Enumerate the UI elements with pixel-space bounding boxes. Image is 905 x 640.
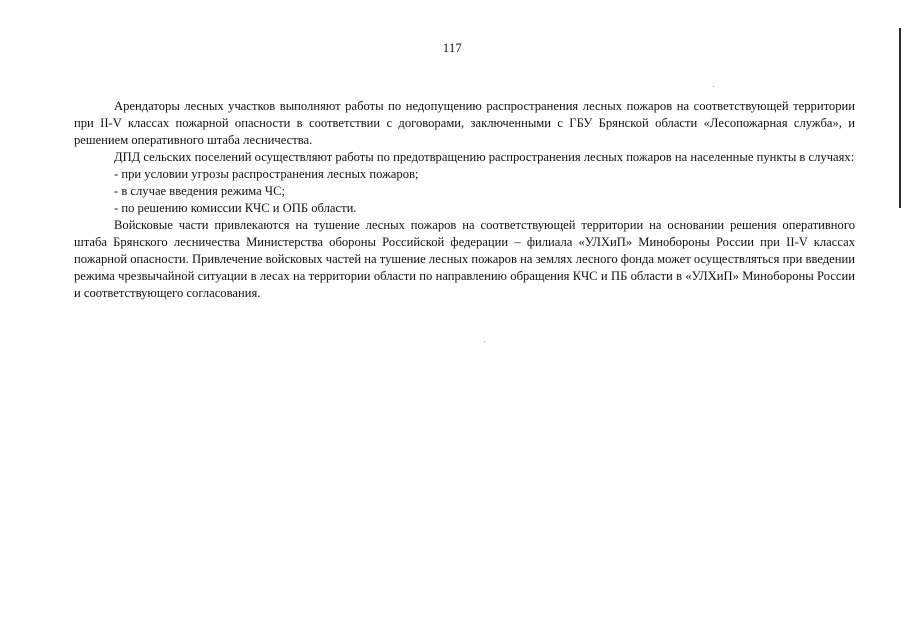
scan-speck: [484, 341, 485, 342]
scan-speck: [713, 86, 714, 87]
list-item-fire-threat: - при условии угрозы распространения лесных пожаров;: [114, 167, 419, 181]
paragraph-military-units: Войсковые части привлекаются на тушение лесных пожаров на соответствующей территории на основании решения оперативного штаба Брянского лесничества Министерства обороны Российской федерации – филиала «УЛХиП» Минобороны России при II-V классах пожарной опасности. Привлечение войсковых частей на тушение лесных пожаров на землях лесного фонда может осуществляться при введении режима чрезвычайной ситуации в лесах на территории области по направлению обращения КЧС и ПБ области в «УЛХиП» Минобороны России и соответствующего согласования.: [74, 218, 855, 300]
document-body: [74, 98, 855, 302]
paragraph-volunteer-fire-brigades: ДПД сельских поселений осуществляют работы по предотвращению распространения лесных пожаров на населенные пункты в случаях:: [114, 150, 855, 164]
page-number: 117: [442, 41, 463, 55]
scan-edge-line: [899, 28, 901, 208]
paragraph-tenants: Арендаторы лесных участков выполняют работы по недопущению распространения лесных пожаров на соответствующей территории при II-V классах пожарной опасности в соответствии с договорами, заключенными с ГБУ Брянской области «Лесопожарная служба», и решением оперативного штаба лесничества.: [74, 99, 855, 147]
list-item-emergency-regime: - в случае введения режима ЧС;: [114, 184, 285, 198]
list-item-commission-decision: - по решению комиссии КЧС и ОПБ области.: [114, 201, 357, 215]
